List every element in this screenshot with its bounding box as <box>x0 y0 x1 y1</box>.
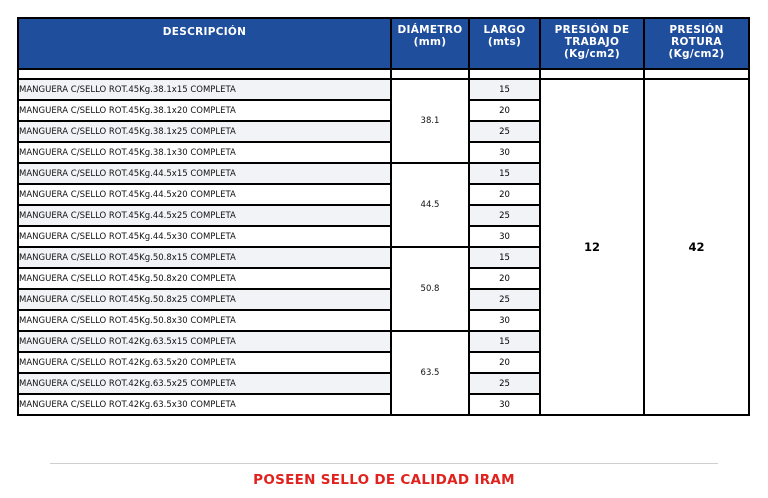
descripcion-cell: MANGUERA C/SELLO ROT.45Kg.44.5x20 COMPLETA <box>18 184 391 205</box>
diametro-cell: 38.1 <box>391 79 469 163</box>
footer-divider <box>50 463 718 464</box>
spacer-cell <box>18 69 391 79</box>
largo-cell: 30 <box>469 226 540 247</box>
descripcion-cell: MANGUERA C/SELLO ROT.45Kg.38.1x30 COMPLETA <box>18 142 391 163</box>
descripcion-cell: MANGUERA C/SELLO ROT.45Kg.38.1x25 COMPLETA <box>18 121 391 142</box>
descripcion-cell: MANGUERA C/SELLO ROT.45Kg.38.1x20 COMPLETA <box>18 100 391 121</box>
descripcion-cell: MANGUERA C/SELLO ROT.45Kg.38.1x15 COMPLETA <box>18 79 391 100</box>
header-largo: LARGO (mts) <box>469 18 540 69</box>
descripcion-cell: MANGUERA C/SELLO ROT.45Kg.50.8x20 COMPLETA <box>18 268 391 289</box>
descripcion-cell: MANGUERA C/SELLO ROT.42Kg.63.5x15 COMPLETA <box>18 331 391 352</box>
descripcion-cell: MANGUERA C/SELLO ROT.42Kg.63.5x30 COMPLETA <box>18 394 391 415</box>
spacer-cell <box>644 69 749 79</box>
largo-cell: 15 <box>469 79 540 100</box>
presion-rotura-cell: 42 <box>644 79 749 415</box>
presion-trabajo-cell: 12 <box>540 79 644 415</box>
spacer-cell <box>540 69 644 79</box>
descripcion-cell: MANGUERA C/SELLO ROT.42Kg.63.5x25 COMPLETA <box>18 373 391 394</box>
header-presion-trabajo: PRESIÓN DE TRABAJO (Kg/cm2) <box>540 18 644 69</box>
table-row <box>18 79 749 100</box>
descripcion-cell: MANGUERA C/SELLO ROT.45Kg.50.8x25 COMPLETA <box>18 289 391 310</box>
largo-cell: 30 <box>469 310 540 331</box>
hose-spec-table <box>17 17 750 416</box>
largo-cell: 20 <box>469 268 540 289</box>
diametro-cell: 44.5 <box>391 163 469 247</box>
largo-cell: 15 <box>469 331 540 352</box>
largo-cell: 25 <box>469 373 540 394</box>
largo-cell: 20 <box>469 100 540 121</box>
iram-quality-notice: POSEEN SELLO DE CALIDAD IRAM <box>253 472 515 488</box>
descripcion-cell: MANGUERA C/SELLO ROT.45Kg.44.5x15 COMPLETA <box>18 163 391 184</box>
spacer-cell <box>469 69 540 79</box>
header-row <box>18 18 749 69</box>
largo-cell: 15 <box>469 163 540 184</box>
largo-cell: 20 <box>469 352 540 373</box>
header-presion-rotura: PRESIÓN ROTURA (Kg/cm2) <box>644 18 749 69</box>
largo-cell: 15 <box>469 247 540 268</box>
descripcion-cell: MANGUERA C/SELLO ROT.42Kg.63.5x20 COMPLETA <box>18 352 391 373</box>
diametro-cell: 63.5 <box>391 331 469 415</box>
largo-cell: 25 <box>469 289 540 310</box>
largo-cell: 20 <box>469 184 540 205</box>
header-descripcion: DESCRIPCIÓN <box>18 18 391 69</box>
descripcion-cell: MANGUERA C/SELLO ROT.45Kg.44.5x30 COMPLETA <box>18 226 391 247</box>
diametro-cell: 50.8 <box>391 247 469 331</box>
largo-cell: 30 <box>469 142 540 163</box>
descripcion-cell: MANGUERA C/SELLO ROT.45Kg.44.5x25 COMPLETA <box>18 205 391 226</box>
largo-cell: 30 <box>469 394 540 415</box>
header-diametro: DIÁMETRO (mm) <box>391 18 469 69</box>
spacer-cell <box>391 69 469 79</box>
largo-cell: 25 <box>469 121 540 142</box>
descripcion-cell: MANGUERA C/SELLO ROT.45Kg.50.8x30 COMPLETA <box>18 310 391 331</box>
largo-cell: 25 <box>469 205 540 226</box>
spacer-row <box>18 69 749 79</box>
descripcion-cell: MANGUERA C/SELLO ROT.45Kg.50.8x15 COMPLETA <box>18 247 391 268</box>
